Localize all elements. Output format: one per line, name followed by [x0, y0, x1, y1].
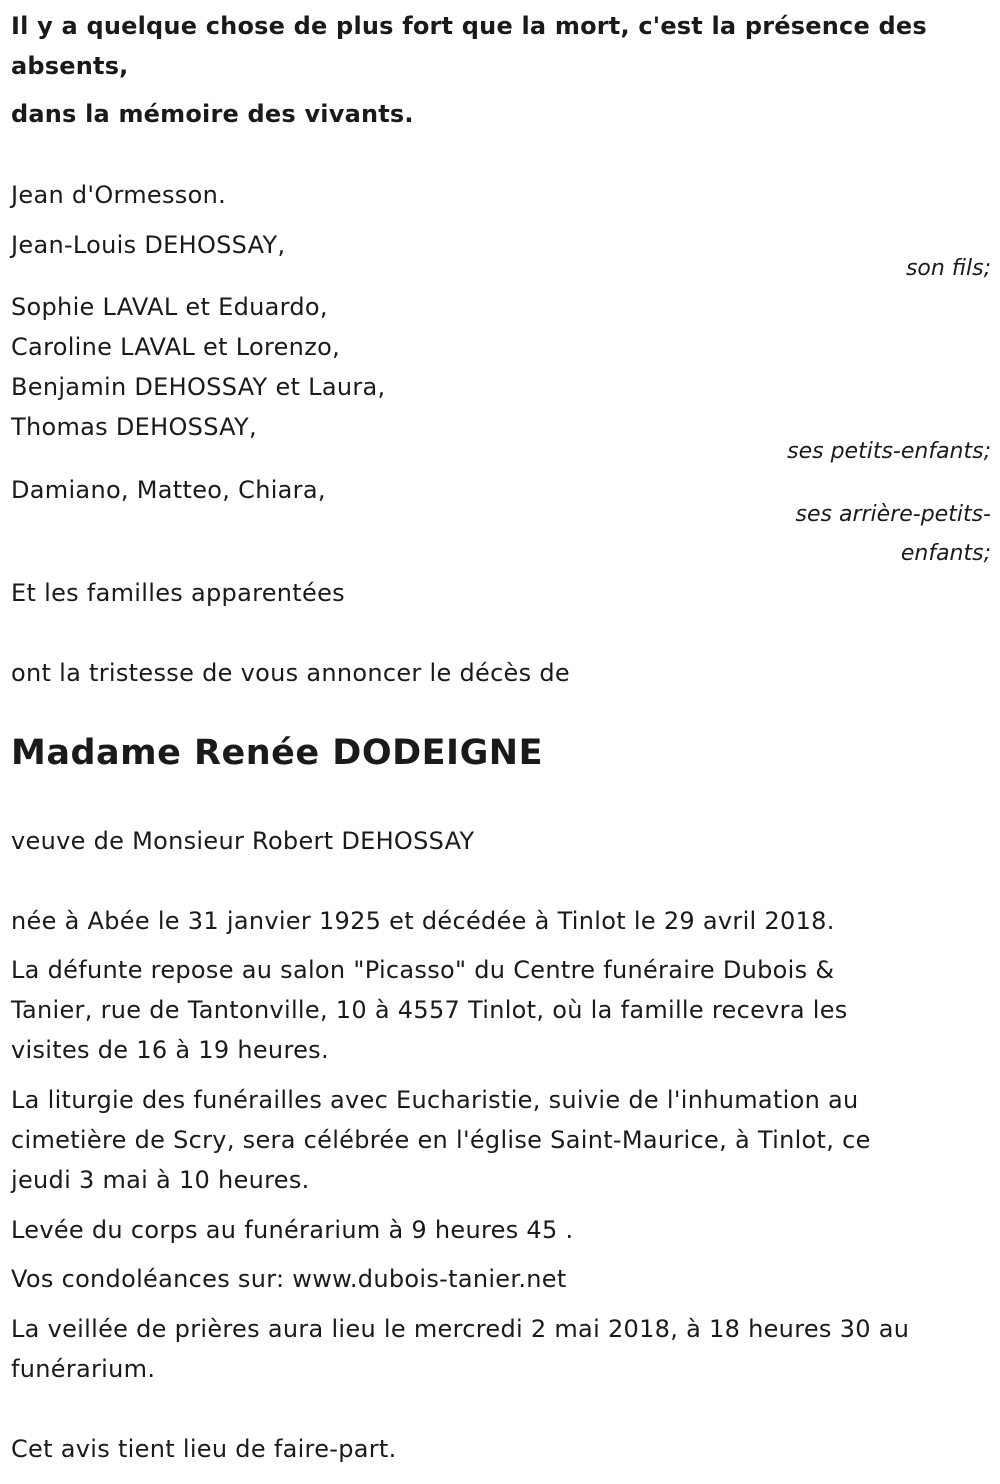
family-great-grandchildren-role-1: ses arrière-petits- — [795, 502, 991, 527]
family-son-role: son fils; — [905, 256, 991, 281]
levee-du-corps: Levée du corps au funérarium à 9 heures 45 . — [11, 1216, 574, 1244]
family-grandchild: Thomas DEHOSSAY, — [11, 413, 257, 441]
family-relatives: Et les familles apparentées — [11, 579, 345, 607]
closing-note: Cet avis tient lieu de faire-part. — [11, 1435, 397, 1463]
liturgy-line-2: cimetière de Scry, sera célébrée en l'église Saint-Maurice, à Tinlot, ce — [11, 1126, 871, 1154]
family-great-grandchildren-role-2: enfants; — [900, 541, 991, 566]
salon-line-2: Tanier, rue de Tantonville, 10 à 4557 Tinlot, où la famille recevra les — [11, 996, 848, 1024]
liturgy-line-3: jeudi 3 mai à 10 heures. — [11, 1166, 310, 1194]
quote-author: Jean d'Ormesson. — [11, 181, 227, 209]
birth-death: née à Abée le 31 janvier 1925 et décédée à Tinlot le 29 avril 2018. — [11, 907, 835, 935]
condolences: Vos condoléances sur: www.dubois-tanier.net — [11, 1265, 567, 1293]
family-grandchild: Benjamin DEHOSSAY et Laura, — [11, 373, 386, 401]
family-grandchild: Sophie LAVAL et Eduardo, — [11, 293, 328, 321]
deceased-name: Madame Renée DODEIGNE — [11, 733, 543, 773]
vigil-line-2: funérarium. — [11, 1355, 156, 1383]
quote-line-3: dans la mémoire des vivants. — [11, 100, 414, 128]
salon-line-1: La défunte repose au salon "Picasso" du Centre funéraire Dubois & — [11, 956, 835, 984]
salon-line-3: visites de 16 à 19 heures. — [11, 1036, 329, 1064]
family-grandchildren-role: ses petits-enfants; — [787, 439, 991, 464]
family-son: Jean-Louis DEHOSSAY, — [11, 231, 286, 259]
liturgy-line-1: La liturgie des funérailles avec Eucharistie, suivie de l'inhumation au — [11, 1086, 859, 1114]
quote-line-2: absents, — [11, 52, 129, 80]
vigil-line-1: La veillée de prières aura lieu le mercredi 2 mai 2018, à 18 heures 30 au — [11, 1315, 910, 1343]
quote-line-1: Il y a quelque chose de plus fort que la mort, c'est la présence des — [11, 12, 927, 40]
family-grandchild: Caroline LAVAL et Lorenzo, — [11, 333, 340, 361]
announcement-intro: ont la tristesse de vous annoncer le décès de — [11, 659, 570, 687]
family-great-grandchildren: Damiano, Matteo, Chiara, — [11, 476, 326, 504]
widow-of: veuve de Monsieur Robert DEHOSSAY — [11, 827, 475, 855]
